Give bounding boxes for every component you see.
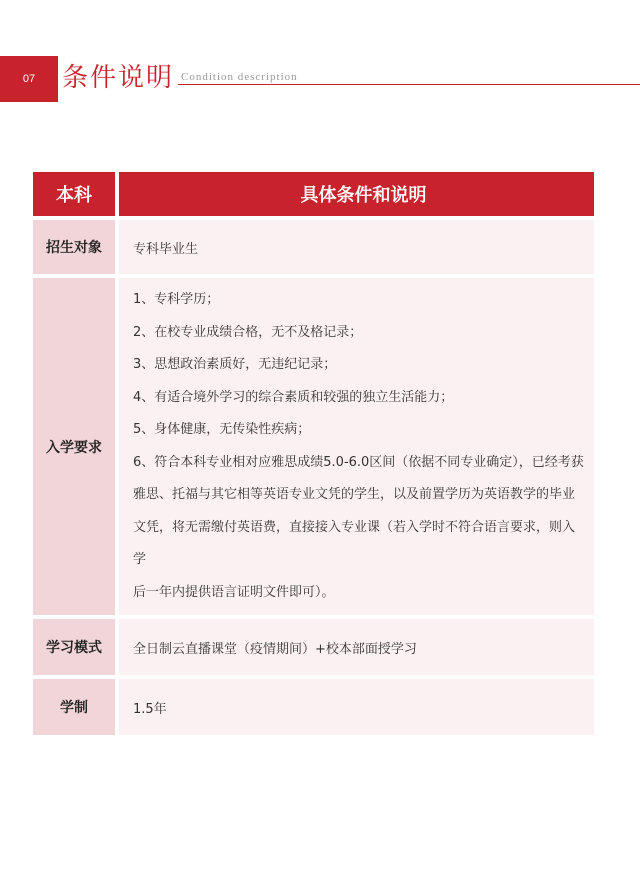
requirement-line: 2、在校专业成绩合格，无不及格记录；	[133, 324, 363, 340]
requirement-line: 文凭，将无需缴付英语费，直接接入专业课（若入学时不符合语言要求，则入学	[133, 519, 576, 567]
row-label-target: 招生对象	[33, 220, 115, 274]
requirement-line: 1、专科学历；	[133, 292, 220, 307]
table-row	[33, 679, 594, 735]
row-value-duration: 1.5年	[119, 679, 594, 735]
row-value-requirements	[119, 278, 594, 615]
row-value-study-mode: 全日制云直播课堂（疫情期间）+校本部面授学习	[119, 619, 594, 675]
requirement-line: 后一年内提供语言证明文件即可）。	[133, 584, 335, 600]
page-title: 条件说明	[62, 63, 175, 93]
header-value-cell: 具体条件和说明	[119, 172, 594, 216]
table-row	[33, 619, 594, 675]
requirements-list	[133, 284, 594, 609]
requirement-line: 3、思想政治素质好，无违纪记录；	[133, 357, 337, 372]
requirement-line: 雅思、托福与其它相等英语专业文凭的学生，以及前置学历为英语教学的毕业	[133, 487, 576, 502]
requirement-line: 4、有适合境外学习的综合素质和较强的独立生活能力；	[133, 389, 454, 405]
header-label-cell: 本科	[33, 172, 115, 216]
page-subtitle: Condition description	[181, 71, 298, 83]
table-row	[33, 278, 594, 615]
title-divider	[178, 84, 640, 85]
table-header-row	[33, 172, 594, 216]
row-label-study-mode: 学习模式	[33, 619, 115, 675]
requirement-line: 5、身体健康，无传染性疾病；	[133, 422, 311, 437]
row-value-target: 专科毕业生	[119, 220, 594, 274]
page-number-badge	[0, 56, 58, 102]
row-label-duration: 学制	[33, 679, 115, 735]
row-label-requirements: 入学要求	[33, 278, 115, 615]
table-row	[33, 220, 594, 274]
conditions-table	[33, 172, 594, 739]
requirement-line: 6、符合本科专业相对应雅思成绩5.0-6.0区间（依据不同专业确定），已经考获	[133, 454, 584, 470]
page-number: 07	[22, 73, 36, 85]
